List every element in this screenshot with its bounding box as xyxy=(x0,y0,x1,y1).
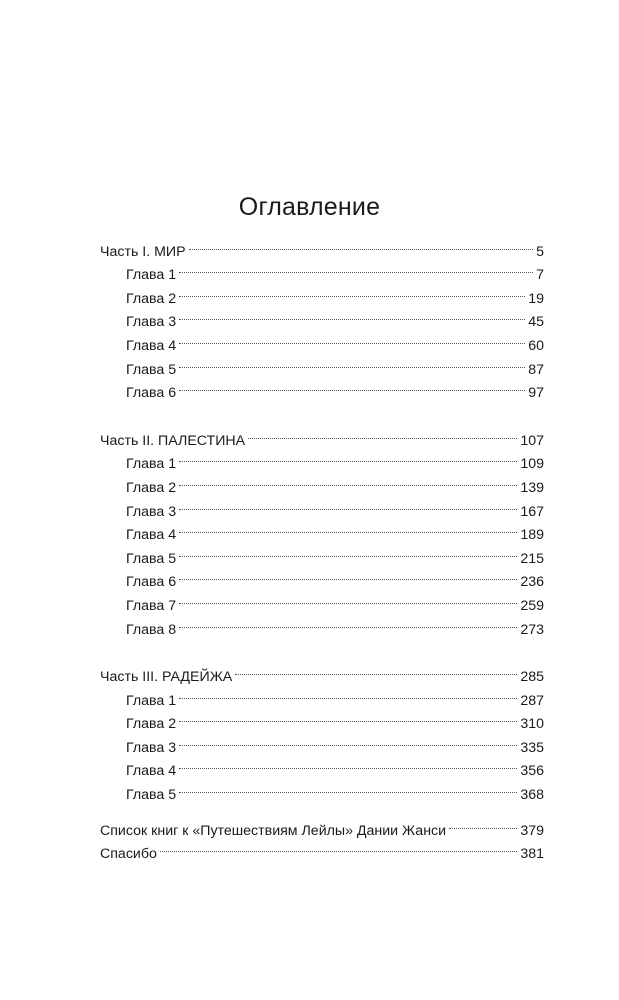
dot-leader xyxy=(179,705,517,729)
toc-page-number: 139 xyxy=(520,479,544,496)
toc-entry-label: Глава 8 xyxy=(126,621,177,638)
toc-page-number: 45 xyxy=(528,314,544,331)
dot-leader xyxy=(179,492,517,516)
toc-entry-label: Глава 5 xyxy=(126,550,177,567)
toc-page-number: 310 xyxy=(520,716,544,733)
toc-entry-label: Глава 3 xyxy=(126,503,177,520)
dot-leader xyxy=(179,586,517,610)
dot-leader xyxy=(449,811,517,835)
dot-leader xyxy=(160,835,517,859)
dot-leader xyxy=(179,374,525,398)
toc-page-number: 107 xyxy=(520,432,544,449)
toc-page-number: 287 xyxy=(520,692,544,709)
toc-entry-label: Глава 4 xyxy=(126,527,177,544)
toc-page-number: 215 xyxy=(520,550,544,567)
toc-page-number: 167 xyxy=(520,503,544,520)
toc-entry-label: Глава 2 xyxy=(126,716,177,733)
toc-page-number: 5 xyxy=(536,243,544,260)
toc-entry-label: Глава 6 xyxy=(126,385,177,402)
toc-part-2[interactable] xyxy=(100,421,544,449)
toc-entry-label: Глава 2 xyxy=(126,290,177,307)
toc-page-number: 368 xyxy=(520,787,544,804)
toc-entry-label: Глава 5 xyxy=(126,361,177,378)
toc-entry-label: Часть II. ПАЛЕСТИНА xyxy=(100,432,246,449)
toc-page-number: 335 xyxy=(520,739,544,756)
toc-part-3[interactable] xyxy=(100,658,544,686)
dot-leader xyxy=(179,539,517,563)
toc-page-number: 60 xyxy=(528,337,544,354)
toc-page-number: 7 xyxy=(536,267,544,284)
toc-entry-label: Глава 6 xyxy=(126,574,177,591)
toc-entry-label: Глава 1 xyxy=(126,267,177,284)
toc-entry-label: Глава 7 xyxy=(126,597,177,614)
dot-leader xyxy=(179,775,517,799)
toc-entry-label: Глава 5 xyxy=(126,787,177,804)
toc-entry-label: Глава 2 xyxy=(126,479,177,496)
toc-entry-label: Спасибо xyxy=(100,846,157,863)
dot-leader xyxy=(179,752,517,776)
toc-entry-label: Часть III. РАДЕЙЖА xyxy=(100,669,233,686)
toc-entry-label: Глава 1 xyxy=(126,692,177,709)
dot-leader xyxy=(235,658,517,682)
toc-part-1[interactable] xyxy=(100,232,544,260)
toc-entry-label: Список книг к «Путешествиям Лейлы» Дании Жанси xyxy=(100,822,447,839)
toc-page-number: 379 xyxy=(520,822,544,839)
toc-page-number: 19 xyxy=(528,290,544,307)
dot-leader xyxy=(189,232,534,256)
toc-entry-label: Глава 3 xyxy=(126,314,177,331)
dot-leader xyxy=(179,445,517,469)
toc-page-number: 189 xyxy=(520,527,544,544)
toc-page-number: 356 xyxy=(520,763,544,780)
table-of-contents xyxy=(100,232,544,863)
toc-page-number: 259 xyxy=(520,597,544,614)
dot-leader xyxy=(248,421,517,445)
dot-leader xyxy=(179,468,517,492)
dot-leader xyxy=(179,681,517,705)
toc-page-number: 109 xyxy=(520,456,544,473)
page-title: Оглавление xyxy=(238,193,381,221)
dot-leader xyxy=(179,610,517,634)
dot-leader xyxy=(179,563,517,587)
toc-page-number: 381 xyxy=(520,846,544,863)
toc-thanks[interactable] xyxy=(100,835,544,863)
toc-page-number: 273 xyxy=(520,621,544,638)
toc-page-number: 87 xyxy=(528,361,544,378)
dot-leader xyxy=(179,256,533,280)
dot-leader xyxy=(179,516,517,540)
dot-leader xyxy=(179,728,517,752)
dot-leader xyxy=(179,326,525,350)
toc-page-number: 97 xyxy=(528,385,544,402)
toc-booklist[interactable] xyxy=(100,811,544,839)
dot-leader xyxy=(179,350,525,374)
toc-page-number: 236 xyxy=(520,574,544,591)
toc-entry-label: Глава 3 xyxy=(126,739,177,756)
dot-leader xyxy=(179,303,525,327)
toc-entry-label: Глава 4 xyxy=(126,337,177,354)
toc-entry-label: Глава 4 xyxy=(126,763,177,780)
toc-entry-label: Глава 1 xyxy=(126,456,177,473)
toc-entry-label: Часть I. МИР xyxy=(100,243,186,260)
toc-page-number: 285 xyxy=(520,669,544,686)
dot-leader xyxy=(179,279,525,303)
